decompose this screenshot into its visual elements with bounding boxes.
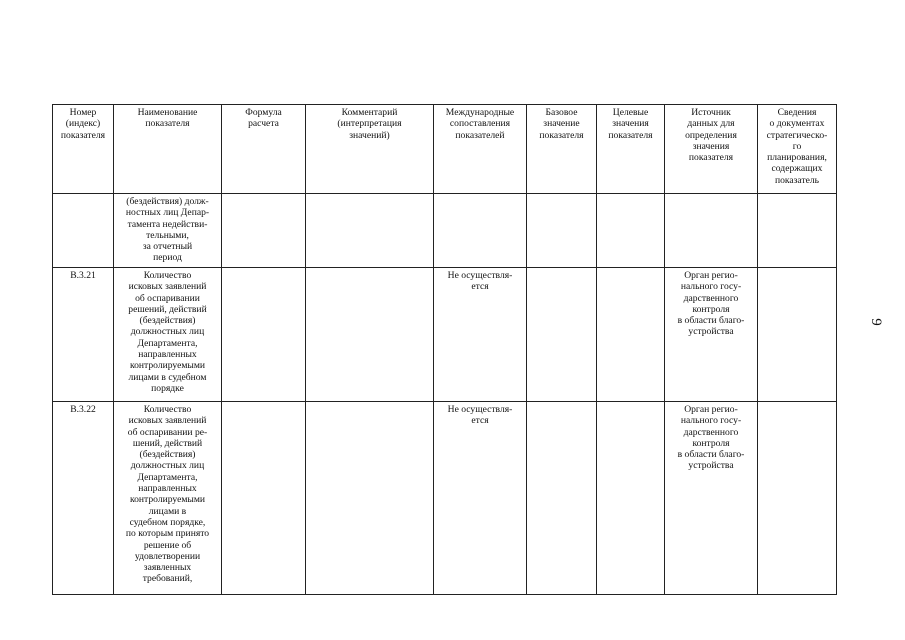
indicators-table: [52, 104, 837, 595]
cell-formula: [222, 402, 306, 595]
cell-docs: [758, 402, 837, 595]
header-target: Целевые значения показателя: [597, 105, 665, 194]
cell-base: [527, 402, 597, 595]
cell-name: Количество исковых заявлений об оспаривании решений, действий (бездействия) должностных лиц Департамента, направленных контролируемыми лицами в судебном порядке: [114, 268, 222, 402]
cell-intl: Не осуществля- ется: [434, 268, 527, 402]
cell-base: [527, 268, 597, 402]
cell-name: Количество исковых заявлений об оспаривании ре- шений, действий (бездействия) должностных лиц Департамента, направленных контролируемыми лицами в судебном порядке, по которым принято решение об удовлетворении заявленных требований,: [114, 402, 222, 595]
cell-name: (бездействия) долж- ностных лиц Депар- тамента недействи- тельными, за отчетный период: [114, 194, 222, 268]
cell-source: [665, 194, 758, 268]
header-intl: Международные сопоставления показателей: [434, 105, 527, 194]
cell-formula: [222, 194, 306, 268]
cell-index: В.3.21: [53, 268, 114, 402]
header-index: Номер (индекс) показателя: [53, 105, 114, 194]
cell-docs: [758, 268, 837, 402]
cell-target: [597, 402, 665, 595]
header-base: Базовое значение показателя: [527, 105, 597, 194]
cell-base: [527, 194, 597, 268]
cell-comment: [306, 268, 434, 402]
table-row: [53, 268, 837, 402]
cell-intl: Не осуществля- ется: [434, 402, 527, 595]
header-source: Источник данных для определения значения показателя: [665, 105, 758, 194]
cell-intl: [434, 194, 527, 268]
table-row: [53, 402, 837, 595]
cell-comment: [306, 194, 434, 268]
table-header-row: [53, 105, 837, 194]
cell-source: Орган регио- нального госу- дарственного контроля в области благо- устройства: [665, 402, 758, 595]
cell-index: [53, 194, 114, 268]
cell-source: Орган регио- нального госу- дарственного контроля в области благо- устройства: [665, 268, 758, 402]
header-name: Наименование показателя: [114, 105, 222, 194]
table-row: [53, 194, 837, 268]
cell-target: [597, 194, 665, 268]
cell-docs: [758, 194, 837, 268]
cell-index: В.3.22: [53, 402, 114, 595]
header-formula: Формула расчета: [222, 105, 306, 194]
cell-target: [597, 268, 665, 402]
cell-formula: [222, 268, 306, 402]
cell-comment: [306, 402, 434, 595]
header-comment: Комментарий (интерпретация значений): [306, 105, 434, 194]
page-number: 9: [868, 318, 884, 326]
header-docs: Сведения о документах стратегическо- го планирования, содержащих показатель: [758, 105, 837, 194]
